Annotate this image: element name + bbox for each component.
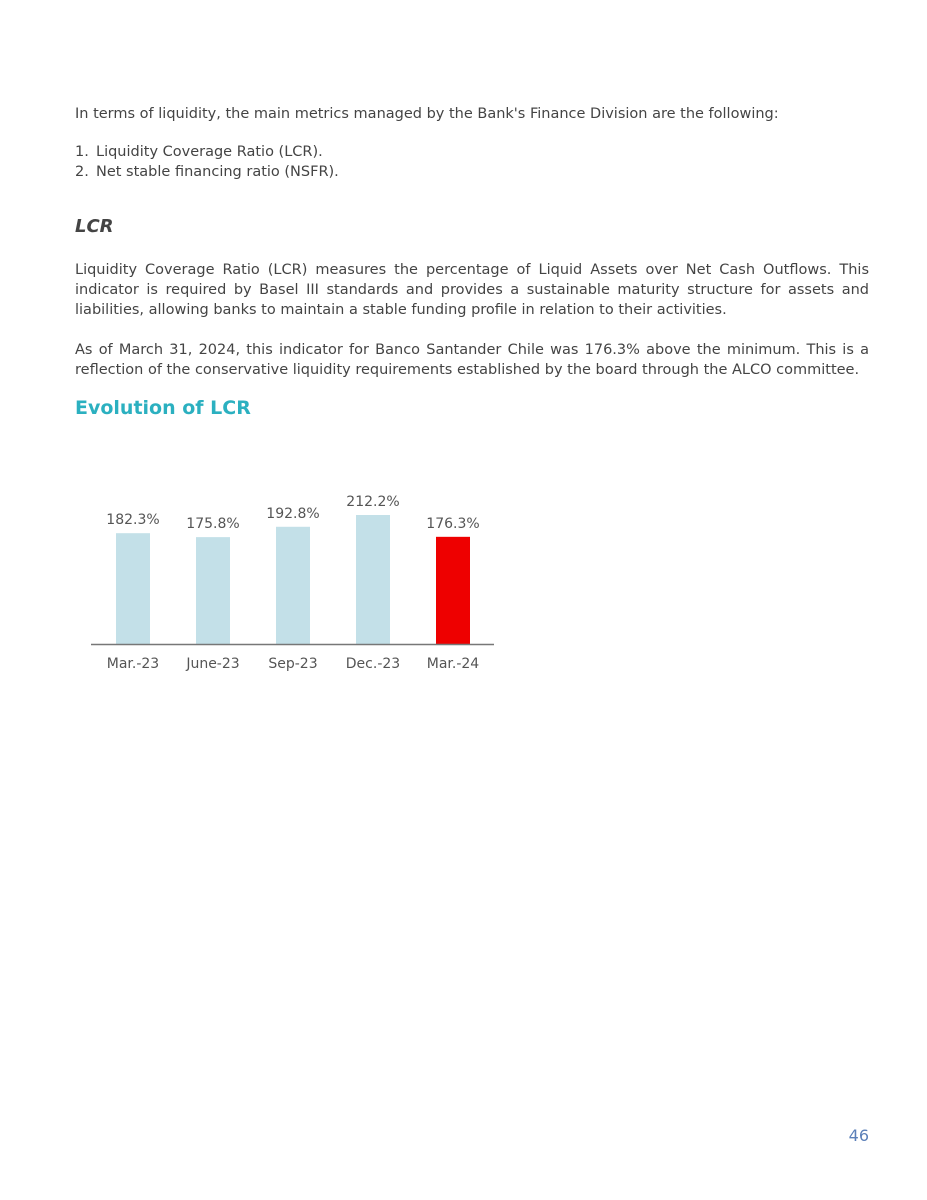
x-tick-label: Mar.-23 [106,656,160,672]
list-number: 2. [75,164,89,180]
bar-june-23 [196,537,230,644]
bar-dec-23 [356,515,390,644]
data-label: 182.3% [106,512,160,529]
list-number: 1. [75,144,89,160]
lcr-description-paragraph: Liquidity Coverage Ratio (LCR) measures the percentage of Liquid Assets over Net Cash Outflows. This indicator is required by Basel III standards and provides a sustainable maturity structure for assets and liabilities, allowing banks to maintain a stable funding profile in relation to their activities. [75,262,869,318]
bar-mar-24 [436,537,470,644]
x-tick-label: Mar.-24 [426,656,480,672]
data-label: 192.8% [266,505,320,522]
bar-sep-23 [276,527,310,644]
x-tick-label: Dec.-23 [345,656,401,672]
chart-title: Evolution of LCR [75,397,251,419]
list-item [75,142,339,162]
lcr-status-paragraph: As of March 31, 2024, this indicator for Banco Santander Chile was 176.3% above the minimum. This is a reflection of the conservative liquidity requirements established by the board through the ALCO committee. [75,342,869,378]
metrics-list [75,142,339,182]
list-text: Net stable financing ratio (NSFR). [96,164,339,180]
x-tick-label: Sep-23 [268,656,318,672]
data-label: 175.8% [186,516,240,533]
intro-text: In terms of liquidity, the main metrics managed by the Bank's Finance Division are the following: [75,106,779,122]
bar-mar-23 [116,533,150,644]
page-number: 46 [848,1126,869,1145]
data-label: 176.3% [426,515,480,532]
lcr-heading: LCR [75,216,114,237]
x-tick-label: June-23 [186,656,240,672]
list-item [75,162,339,182]
lcr-bar-chart [80,470,500,680]
data-label: 212.2% [346,494,400,510]
list-text: Liquidity Coverage Ratio (LCR). [96,144,323,160]
